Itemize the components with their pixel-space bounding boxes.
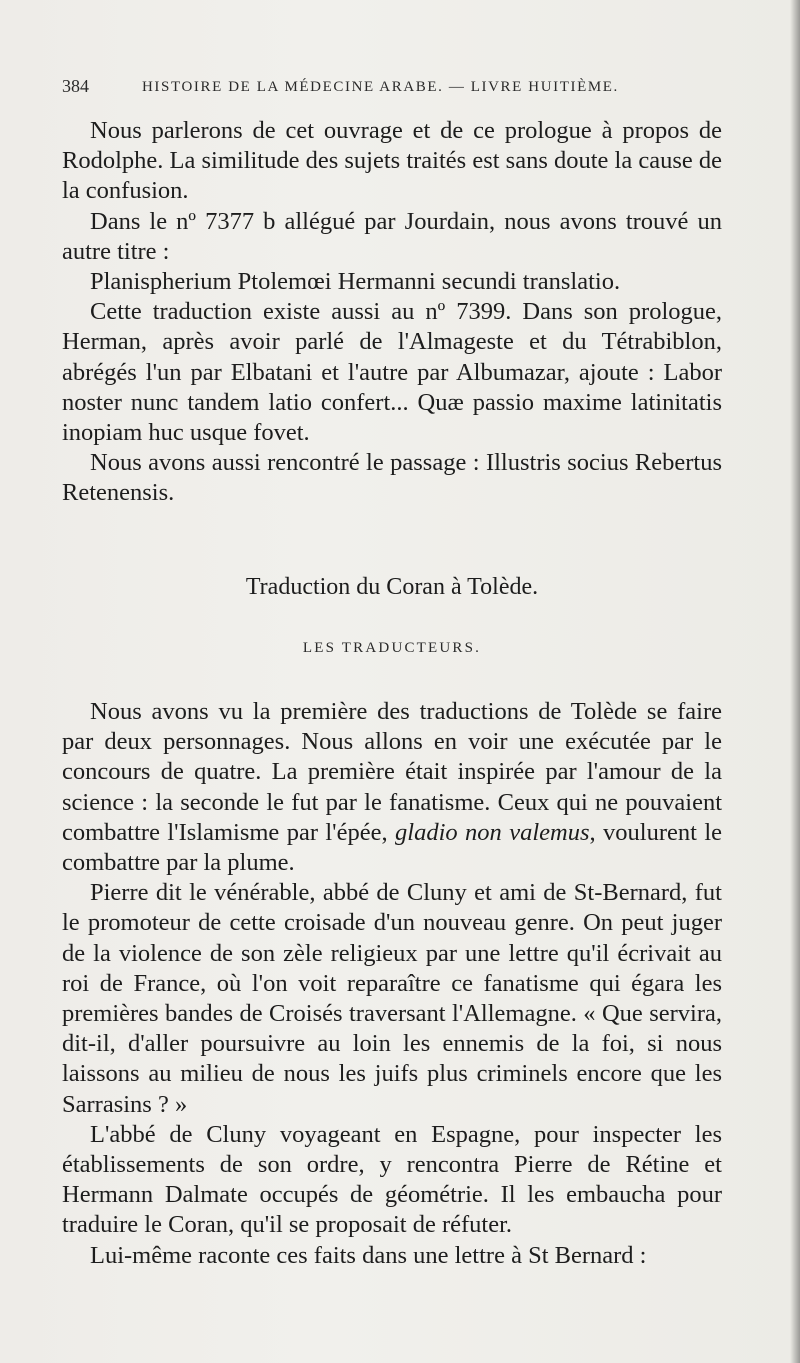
paragraph: Lui-même raconte ces faits dans une lettre à St Bernard : xyxy=(90,1241,647,1269)
paragraph: Pierre dit le vénérable, abbé de Cluny et ami de St-Bernard, fut le promoteur de cette croisade d'un nouveau genre. On peut juger de la violence de son zèle religieux par une lettre qu'il écrivait au roi de France, où l'on voit reparaître ce fanatisme qui égara les premières bandes de Croisés traversant l'Allemagne. « Que servira, dit-il, d'aller poursuivre au loin les ennemis de la foi, si nous laissons au milieu de nous les juifs plus criminels encore que les Sarrasins ? » xyxy=(62,879,722,1118)
text-block-bottom xyxy=(62,697,722,1271)
text-block-top xyxy=(62,116,722,509)
paragraph: Nous parlerons de cet ouvrage et de ce prologue à propos de Rodolphe. La similitude des sujets traités est sans doute la cause de la confusion. xyxy=(62,117,722,205)
paragraph: Cette traduction existe aussi au nº 7399. Dans son prologue, Herman, après avoir parlé de l'Almageste et du Tétrabiblon, abrégés l'un par Elbatani et l'autre par Albumazar, ajoute : Labor noster nunc tandem latio confert... Quæ passio maxime latinitatis inopiam huc usque fovet. xyxy=(62,298,722,447)
running-title: HISTOIRE DE LA MÉDECINE ARABE. — LIVRE HUITIÈME. xyxy=(142,79,619,95)
paragraph: Dans le nº 7377 b allégué par Jourdain, nous avons trouvé un autre titre : xyxy=(62,207,722,265)
paragraph-text: Nous avons vu la première des traductions de Tolède se faire par deux personnages. Nous allons en voir une exécutée par le concours de quatre. La première était inspirée par l'amour de la science : la seconde le fut par le fanatisme. Ceux qui ne pouvaient combattre l'Islamisme par l'épée, xyxy=(62,698,722,846)
latin-phrase: gladio non valemus xyxy=(395,818,590,846)
page-edge-shadow xyxy=(790,0,800,1363)
page-header xyxy=(62,76,702,106)
paragraph: Nous avons aussi rencontré le passage : Illustris socius Rebertus Retenensis. xyxy=(62,449,722,507)
paragraph-text: , voulurent le combattre par la plume. xyxy=(62,818,722,877)
section-subtitle: LES TRADUCTEURS. xyxy=(302,640,482,656)
paragraph: Planispherium Ptolemœi Hermanni secundi translatio. xyxy=(90,268,621,296)
paragraph: L'abbé de Cluny voyageant en Espagne, pour inspecter les établissements de son ordre, y rencontra Pierre de Rétine et Hermann Dalmate occupés de géométrie. Il les embaucha pour traduire le Coran, qu'il se proposait de réfuter. xyxy=(62,1120,722,1239)
page-number: 384 xyxy=(62,76,89,96)
paragraph xyxy=(62,697,722,878)
section-title: Traduction du Coran à Tolède. xyxy=(245,574,539,600)
